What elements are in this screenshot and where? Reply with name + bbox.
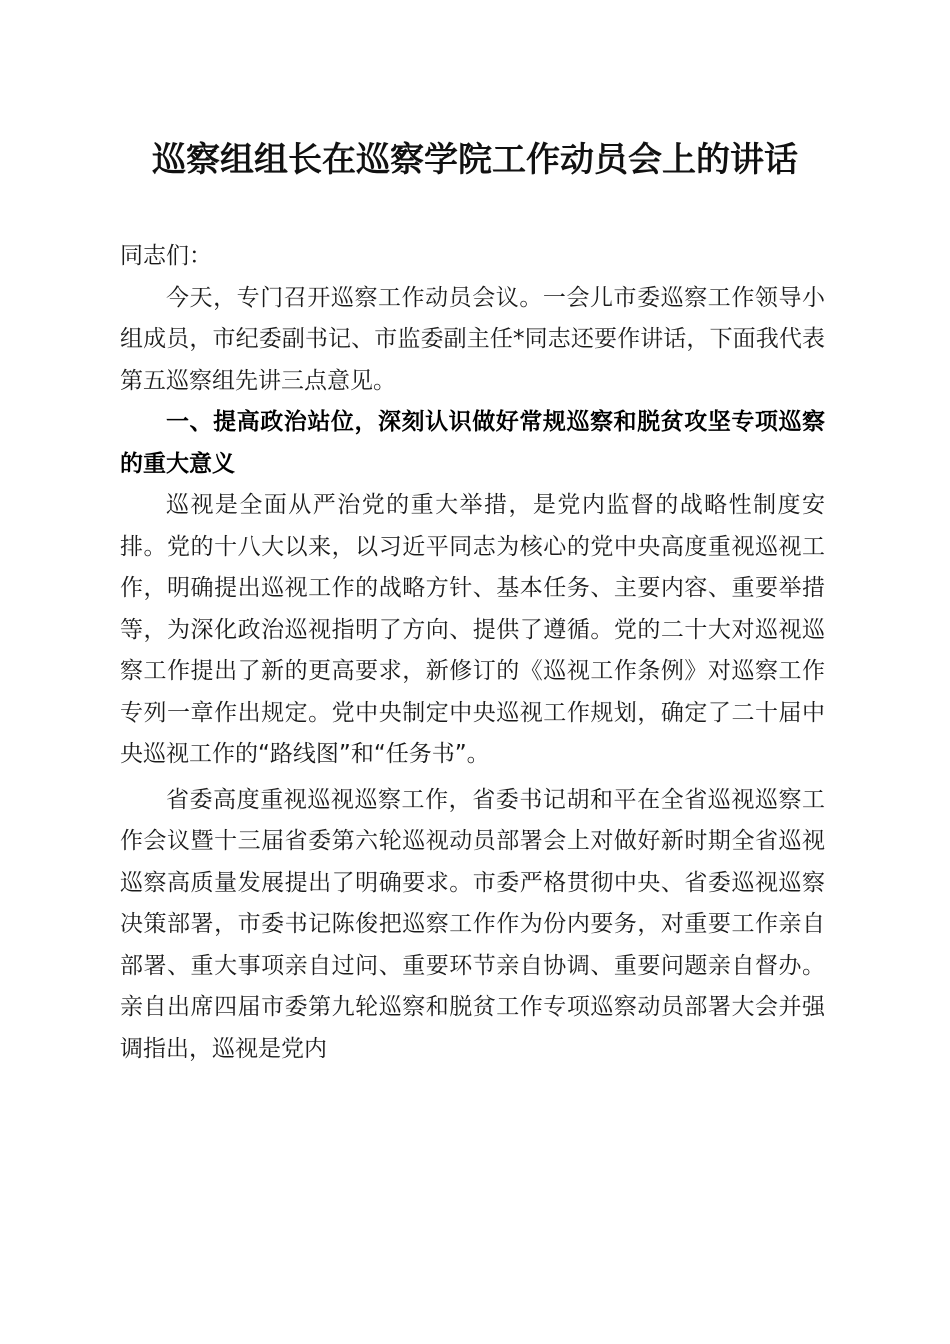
- section-heading-1: 一、提高政治站位，深刻认识做好常规巡察和脱贫攻坚专项巡察的重大意义: [120, 409, 825, 477]
- document-body: [120, 236, 825, 1070]
- document-title: 巡察组组长在巡察学院工作动员会上的讲话: [152, 140, 798, 180]
- paragraph-significance: 巡视是全面从严治党的重大举措，是党内监督的战略性制度安排。党的十八大以来，以习近平同志为核心的党中央高度重视巡视工作，明确提出巡视工作的战略方针、基本任务、主要内容、重要举措等，为深化政治巡视指明了方向、提供了遵循。党的二十大对巡视巡察工作提出了新的更高要求，新修订的《巡视工作条例》对巡察工作专列一章作出规定。党中央制定中央巡视工作规划，确定了二十届中央巡视工作的“路线图”和“任务书”。: [120, 492, 825, 767]
- paragraph-opening: 今天，专门召开巡察工作动员会议。一会儿市委巡察工作领导小组成员，市纪委副书记、市监委副主任*同志还要作讲话，下面我代表第五巡察组先讲三点意见。: [120, 284, 825, 394]
- paragraph-provincial: 省委高度重视巡视巡察工作，省委书记胡和平在全省巡视巡察工作会议暨十三届省委第六轮巡视动员部署会上对做好新时期全省巡视巡察高质量发展提出了明确要求。市委严格贯彻中央、省委巡视巡察决策部署，市委书记陈俊把巡察工作作为份内要务，对重要工作亲自部署、重大事项亲自过问、重要环节亲自协调、重要问题亲自督办。亲自出席四届市委第九轮巡察和脱贫工作专项巡察动员部署大会并强调指出，巡视是党内: [120, 786, 825, 1062]
- salutation: 同志们：: [120, 243, 212, 269]
